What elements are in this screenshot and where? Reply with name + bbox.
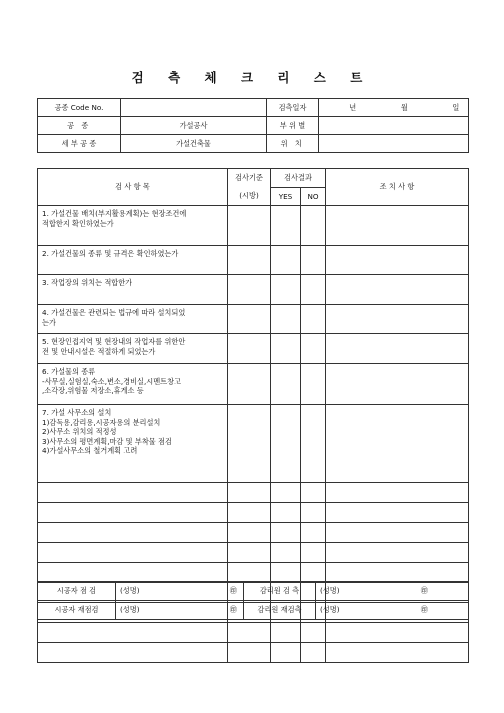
no-cell[interactable] (301, 275, 326, 305)
no-cell[interactable] (301, 623, 326, 643)
check-item (38, 246, 228, 275)
no-header: NO (301, 187, 326, 206)
action-cell[interactable] (326, 643, 469, 663)
result-header: 검사결과 (271, 169, 326, 188)
no-cell[interactable] (301, 523, 326, 543)
signature-table (37, 581, 469, 620)
yes-cell[interactable] (271, 275, 301, 305)
standard-cell[interactable] (228, 503, 271, 523)
yes-cell[interactable] (271, 543, 301, 563)
item-cell[interactable] (38, 503, 228, 523)
detail-work-value[interactable]: 가설건축물 (121, 135, 267, 153)
table-row (38, 334, 469, 364)
standard-cell[interactable] (228, 206, 271, 246)
checklist-header-row (38, 169, 469, 188)
code-value[interactable] (121, 99, 267, 117)
standard-cell[interactable] (228, 643, 271, 663)
header-table (37, 98, 469, 153)
table-row-empty (38, 543, 469, 563)
standard-cell[interactable] (228, 405, 271, 483)
action-header: 조 치 사 항 (326, 169, 469, 206)
month-label: 월 (400, 102, 408, 112)
table-row-empty (38, 643, 469, 663)
action-cell[interactable] (326, 405, 469, 483)
part-value[interactable] (319, 117, 469, 135)
supervisor-inspect-name: (성명) (320, 586, 340, 595)
seal-icon: ㊞ (229, 586, 237, 595)
seal-icon: ㊞ (420, 586, 428, 595)
standard-cell[interactable] (228, 543, 271, 563)
seal-icon: ㊞ (420, 605, 428, 614)
action-cell[interactable] (326, 305, 469, 334)
table-row-empty (38, 503, 469, 523)
check-item (38, 275, 228, 305)
contractor-check-sign[interactable] (116, 582, 244, 601)
signature-row-1 (38, 582, 469, 601)
standard-header (228, 169, 271, 206)
no-cell[interactable] (301, 503, 326, 523)
standard-header-sub: (시방) (239, 191, 259, 200)
check-item-text: 2. 가설건물의 종류 및 규격은 확인하였는가 (42, 249, 179, 258)
check-item-text: 7. 가설 사무소의 설치 1)감독용,감리용,시공자용의 분리설치 2)사무소 위치의 적정성 3)사무소의 평면계획,마감 및 부착물 점검 4)가설사무소의 철거계획 고려 (42, 408, 172, 455)
item-cell[interactable] (38, 563, 228, 583)
action-cell[interactable] (326, 563, 469, 583)
check-item (38, 405, 228, 483)
yes-cell[interactable] (271, 523, 301, 543)
table-row-empty (38, 483, 469, 503)
contractor-recheck-sign[interactable] (116, 601, 244, 620)
header-row-detail (38, 135, 469, 153)
no-cell[interactable] (301, 334, 326, 364)
check-item (38, 364, 228, 405)
check-item-text: 3. 작업장의 위치는 적합한가 (42, 278, 133, 287)
yes-cell[interactable] (271, 503, 301, 523)
yes-cell[interactable] (271, 305, 301, 334)
check-item (38, 206, 228, 246)
standard-cell[interactable] (228, 623, 271, 643)
no-cell[interactable] (301, 246, 326, 275)
table-row (38, 206, 469, 246)
yes-cell[interactable] (271, 246, 301, 275)
contractor-recheck-name: (성명) (120, 605, 140, 614)
check-item-text: 6. 가설물의 종류 -사무실,실험실,숙소,변소,경비실,시멘트창고 ,소각장,위험물 저장소,휴게소 등 (42, 367, 181, 395)
yes-cell[interactable] (271, 334, 301, 364)
part-label: 부 위 별 (267, 117, 319, 135)
table-row-empty (38, 523, 469, 543)
standard-header-label: 검사기준 (235, 173, 263, 182)
table-row-empty (38, 623, 469, 643)
items-header: 검 사 항 목 (38, 169, 228, 206)
action-cell[interactable] (326, 364, 469, 405)
standard-cell[interactable] (228, 563, 271, 583)
check-item (38, 305, 228, 334)
no-cell[interactable] (301, 364, 326, 405)
table-row (38, 246, 469, 275)
signature-row-2 (38, 601, 469, 620)
action-cell[interactable] (326, 483, 469, 503)
no-cell[interactable] (301, 483, 326, 503)
action-cell[interactable] (326, 206, 469, 246)
table-row (38, 405, 469, 483)
supervisor-inspect-sign[interactable] (316, 582, 469, 601)
no-cell[interactable] (301, 405, 326, 483)
standard-cell[interactable] (228, 483, 271, 503)
action-cell[interactable] (326, 523, 469, 543)
header-row-work-type (38, 117, 469, 135)
date-value[interactable] (319, 99, 469, 117)
standard-cell[interactable] (228, 523, 271, 543)
action-cell[interactable] (326, 623, 469, 643)
no-cell[interactable] (301, 563, 326, 583)
yes-cell[interactable] (271, 206, 301, 246)
action-cell[interactable] (326, 503, 469, 523)
table-row (38, 364, 469, 405)
action-cell[interactable] (326, 275, 469, 305)
action-cell[interactable] (326, 334, 469, 364)
item-cell[interactable] (38, 623, 228, 643)
detail-work-label: 세 부 공 종 (38, 135, 121, 153)
standard-cell[interactable] (228, 275, 271, 305)
page-title: 검 측 체 크 리 스 트 (131, 70, 373, 85)
location-label: 위 치 (267, 135, 319, 153)
yes-cell[interactable] (271, 623, 301, 643)
table-row (38, 275, 469, 305)
header-row-code (38, 99, 469, 117)
work-type-label: 공 종 (38, 117, 121, 135)
supervisor-reinspect-name: (성명) (320, 605, 340, 614)
yes-cell[interactable] (271, 483, 301, 503)
supervisor-reinspect-sign[interactable] (316, 601, 469, 620)
supervisor-reinspect-label: 감리원 재검측 (244, 601, 316, 620)
yes-cell[interactable] (271, 364, 301, 405)
table-row-empty (38, 563, 469, 583)
contractor-check-label: 시공자 점 검 (38, 582, 116, 601)
item-cell[interactable] (38, 483, 228, 503)
item-cell[interactable] (38, 643, 228, 663)
yes-cell[interactable] (271, 643, 301, 663)
location-value[interactable] (319, 135, 469, 153)
table-row (38, 305, 469, 334)
check-item-text: 5. 현장인접지역 및 현장내의 작업자를 위한안 전 및 안내시설은 적절하게 되었는가 (42, 337, 186, 356)
standard-cell[interactable] (228, 364, 271, 405)
check-item-text: 4. 가설건물은 관련되는 법규에 따라 설치되었 는가 (42, 308, 186, 327)
contractor-recheck-label: 시공자 재점검 (38, 601, 116, 620)
no-cell[interactable] (301, 206, 326, 246)
action-cell[interactable] (326, 246, 469, 275)
check-item-text: 1. 가설건물 배치(부지활용계획)는 현장조건에 적합한지 확인하였는가 (42, 209, 187, 228)
no-cell[interactable] (301, 643, 326, 663)
supervisor-inspect-label: 감리원 검 측 (244, 582, 316, 601)
contractor-check-name: (성명) (120, 586, 140, 595)
standard-cell[interactable] (228, 305, 271, 334)
standard-cell[interactable] (228, 246, 271, 275)
no-cell[interactable] (301, 543, 326, 563)
date-label: 검측일자 (267, 99, 319, 117)
yes-header: YES (271, 187, 301, 206)
code-label: 공종 Code No. (38, 99, 121, 117)
work-type-value[interactable]: 가설공사 (121, 117, 267, 135)
day-label: 일 (452, 102, 460, 112)
yes-cell[interactable] (271, 563, 301, 583)
yes-cell[interactable] (271, 405, 301, 483)
action-cell[interactable] (326, 543, 469, 563)
standard-cell[interactable] (228, 334, 271, 364)
item-cell[interactable] (38, 543, 228, 563)
item-cell[interactable] (38, 523, 228, 543)
check-item (38, 334, 228, 364)
seal-icon: ㊞ (229, 605, 237, 614)
year-label: 년 (349, 102, 357, 112)
no-cell[interactable] (301, 305, 326, 334)
